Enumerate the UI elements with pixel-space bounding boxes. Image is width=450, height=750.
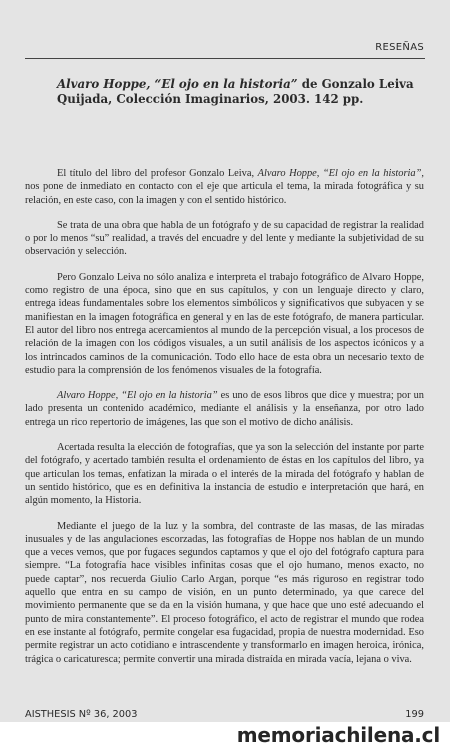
paragraph-6: Mediante el juego de la luz y la sombra, del contraste de las masas, de las miradas inusuales y de las angulaciones escorzadas, las fotografías de Hoppe nos hablan de un mundo que a veces vemos, que por fugaces segundos captamos y que el ojo del fotógrafo captura para siempre. “La fotografía hace visibles infinitas cosas que el ojo humano, menos exacto, no puede captar”, nos recuerda Giulio Carlo Argan, porque “es más riguroso en registrar todo aquello que entra en su campo de visión, en un punto determinado, ya que carece del movimiento permanente que se da en la visión humana, y que hace que uno esté adecuando el punto de mira constantemente”. El proceso fotográfico, el acto de registrar el mundo que rodea en ese instante al fotógrafo, permite congelar esa fugacidad, propia de nuestra modernidad. Eso permite registrar un acto cotidiano e intrascendente y transformarlo en imagen heroica, irónica, trágica o caricaturesca; permite convertir una mirada distraída en mirada vacía, lejana o viva. xyxy=(25,520,424,665)
review-title xyxy=(57,77,427,107)
book-title: Alvaro Hoppe, “El ojo en la historia” xyxy=(57,77,298,91)
book-details: de Gonzalo Leiva Quijada, Colección Imaginarios, 2003. 142 pp. xyxy=(57,77,414,106)
paragraph-3: Pero Gonzalo Leiva no sólo analiza e interpreta el trabajo fotográfico de Alvaro Hoppe, como registro de una época, sino que en sus capítulos, y con un lenguaje directo y claro, entrega ideas fundamentales sobre los elementos simbólicos y significativos que subyacen y se manifiestan en la imagen fotográfica en general y en las de este fotógrafo, de manera particular. El autor del libro nos entrega acercamientos al mundo de la percepción visual, a los procesos de relación de la imagen con los códigos visuales, a un sutil análisis de los aspectos icónicos y a los intrincados caminos de la comunicación. Todo ello hace de esta obra un necesario texto de estudio para la comprensión de los fenómenos visuales de la fotografía. xyxy=(25,271,424,376)
paragraph-4-text: es uno de esos libros que dice y muestra; por un lado presenta un contenido académico, mediante el análisis y la enseñanza, por otro lado entrega un rico repertorio de imágenes, las que son el motivo de dicho análisis. xyxy=(25,390,424,428)
site-watermark: memoriachilena.cl xyxy=(236,723,440,747)
paragraph-1-text-a: El título del libro del profesor Gonzalo Leiva, xyxy=(57,168,258,179)
paragraph-1-text-b: , nos pone de inmediato en contacto con el eje que articula el tema, la mirada fotográfica y su relación, en este caso, con la imagen y con el sentido histórico. xyxy=(25,168,424,206)
page-number: 199 xyxy=(405,709,424,720)
review-body xyxy=(25,167,424,678)
paragraph-2: Se trata de una obra que habla de un fotógrafo y de su capacidad de registrar la realidad o por lo menos “su” realidad, a través del encuadre y del lente y mediante la subjetividad de su observación y selección. xyxy=(25,219,424,258)
header-rule xyxy=(25,58,425,59)
paragraph-1 xyxy=(25,167,424,207)
watermark-bar xyxy=(0,722,450,750)
paragraph-5: Acertada resulta la elección de fotografías, que ya son la selección del instante por parte del fotógrafo, y acertado también resulta el ordenamiento de éstas en los capítulos del libro, ya que articulan los temas, enfatizan la mirada o el interés de la mirada del fotógrafo y hablan de un sentido histórico, que es en definitiva la instancia de estudio e interpretación que hará, en algún momento, la Historia. xyxy=(25,442,424,507)
section-header: RESEÑAS xyxy=(375,42,424,53)
paragraph-1-book-title: Alvaro Hoppe, “El ojo en la historia” xyxy=(257,168,422,179)
journal-footer: AISTHESIS Nº 36, 2003 xyxy=(25,709,138,720)
paragraph-4-book-title: Alvaro Hoppe, “El ojo en la historia” xyxy=(57,390,218,402)
paragraph-4 xyxy=(25,389,424,429)
